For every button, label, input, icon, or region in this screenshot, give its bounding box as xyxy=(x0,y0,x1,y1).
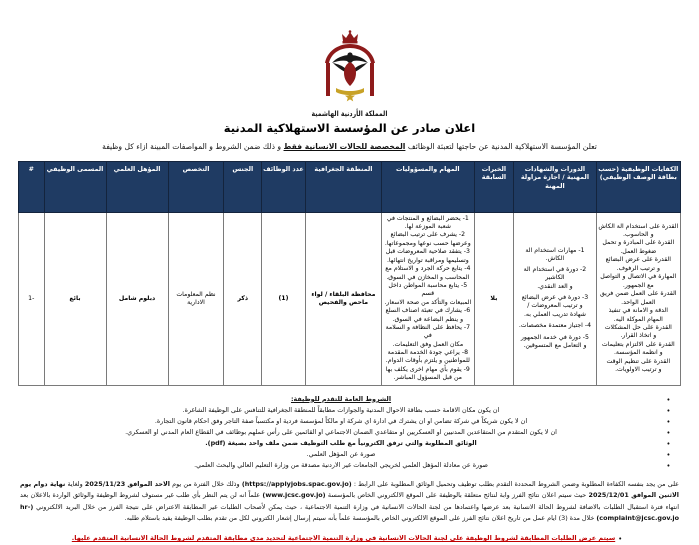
bullet-icon: • xyxy=(666,450,671,459)
cell-competencies xyxy=(596,212,680,385)
bullet-icon: • xyxy=(666,417,671,426)
required-doc-item xyxy=(18,450,673,461)
start-date-label: الاحد الموافق xyxy=(127,480,170,489)
cell-qualification: دبلوم شامل xyxy=(106,212,168,385)
required-doc-text: صورة عن معادلة المؤهل العلمي لخريجي الجامعات غير الاردنية مصدقة من وزارة التعليم العالي والبحث العلمي. xyxy=(194,460,488,469)
intro-text-after: و ذلك ضمن الشروط و المواصفات المبينة ازاء كل وظيفة xyxy=(102,142,282,152)
table-header-row xyxy=(19,161,681,212)
page-title: اعلان صادر عن المؤسسة الاستهلاكية المدنية xyxy=(223,121,476,136)
conditions-section xyxy=(18,395,673,472)
list-line: المهام الموكلة اليه. xyxy=(613,315,663,323)
list-line: و ترتيب المعروضات / xyxy=(527,302,583,310)
condition-item xyxy=(18,406,673,417)
list-line: المحاسب و المخازن في السوق. xyxy=(386,273,470,281)
list-line: 6- يشارك في تعبئة اصناف السلع xyxy=(385,307,471,315)
list-line: 2- دورة في استخدام الة الكاشير xyxy=(523,266,587,282)
list-line: شهادة تدريب العملي به. xyxy=(523,310,586,318)
final-note-text: سيتم عرض الطلبات المطابقة لشروط الوظيفة على لجنة الحالات الانسانية في وزارة التنمية الاجتماعية لتحديد مدى مطابقة المتقدم لشروط الحالة الانسانية المتقدم عليها. xyxy=(71,534,616,543)
bullet-icon: • xyxy=(666,439,671,448)
intro-text-before: تعلن المؤسسة الاستهلاكية المدنية عن حاجتها لتعبئة الوظائف xyxy=(407,142,597,152)
complaint-email-link[interactable]: (hr-complaint@jcsc.gov.jo) xyxy=(20,502,679,522)
condition-item xyxy=(18,417,673,428)
kingdom-name: المملكة الأردنية الهاشمية xyxy=(311,109,388,118)
required-docs-heading-row xyxy=(18,439,673,450)
list-line: 9- يقوم بأي مهام اخرى يكلف بها xyxy=(385,365,470,373)
column-header-experience: الخبرات السابقة xyxy=(474,161,514,212)
condition-text: ان لا يكون شريكاً في شركة تضامن او ان يشترك في ادارة اي شركة او مالكاً لمؤسسة فردية او مكتسباً صفة التاجر وفق احكام قانون التجارة. xyxy=(154,416,528,425)
list-line: القدرة على حل المشكلات xyxy=(604,324,672,331)
list-line: شعبة الموزعة لها. xyxy=(404,222,451,230)
required-doc-text: صورة عن المؤهل العلمي. xyxy=(306,449,376,458)
list-line: 7- يحافظ على النظافة و السلامة في xyxy=(385,324,471,340)
list-line: 5- يتابع محاسبة المواطن داخل قسم xyxy=(388,282,468,298)
table-head xyxy=(19,161,681,212)
cell-job-title: بائع xyxy=(44,212,106,385)
list-line: 3- يتفقد صلاحية المعروضات قبل xyxy=(385,248,470,256)
start-date: 2025/11/23 xyxy=(84,480,126,489)
institution-website-link[interactable]: (www.jcsc.gov.jo) xyxy=(262,491,326,500)
list-line: المبيعات والتأكد من صحة الاسعار. xyxy=(384,298,472,306)
list-line: وتسليمها ومراقبة تواريخ انتهائها. xyxy=(386,256,469,264)
column-header-tasks: المهام والمسؤوليات xyxy=(382,161,475,212)
list-line: ضغوط العمل. xyxy=(620,247,657,255)
column-header-competencies: الكفايات الوظيفية (حسب بطاقة الوصف الوظيفي) xyxy=(596,161,680,212)
column-header-count: عدد الوظائف xyxy=(262,161,306,212)
para-text-2: وذلك خلال الفترة من يوم xyxy=(172,480,240,489)
list-line: 4- اجتياز معتمدة مخصصات. xyxy=(518,322,592,330)
table-body xyxy=(19,212,681,385)
bullet-icon: • xyxy=(666,406,671,415)
list-line: القدرة على تنظيم الوقت xyxy=(606,357,671,365)
list-line: و انظمة المؤسسة. xyxy=(613,349,663,357)
jobs-table xyxy=(18,161,681,386)
conditions-heading-row xyxy=(18,395,673,406)
para-text-6: خلال مدة (3) ايام عمل من تاريخ اعلان نتائج الفرز على الموقع الالكتروني الخاص بالمؤسسة علماً بأنه سيتم إرسال إشعار الكتروني لكل من تقدم بطلب الوظيفة يفيد باستلام طلبه. xyxy=(124,513,595,522)
cell-tasks xyxy=(382,212,475,385)
list-line: و ينظم البضاعة في السوق. xyxy=(392,315,464,323)
bullet-icon: • xyxy=(666,395,671,404)
cell-specialty: نظم المعلومات الادارية xyxy=(168,212,224,385)
list-line: 4- يتابع حركة الجرد و الاستلام مع xyxy=(385,265,471,273)
final-note-row xyxy=(22,534,675,545)
cell-count: (1) xyxy=(262,212,306,385)
list-line: وعرضها حسب نوعها ومجموعاتها. xyxy=(384,239,471,247)
list-line: القدرة على عرض البضائع xyxy=(605,256,671,264)
column-header-gender: الجنس xyxy=(224,161,262,212)
cell-gender: ذكر xyxy=(224,212,262,385)
bullet-icon: • xyxy=(666,428,671,437)
column-header-courses: الدورات والشهادات المهنية / اجازة مزاولة المهنة xyxy=(514,161,596,212)
list-line: و التعامل مع المتسوقين. xyxy=(523,342,587,350)
para-text-5: علماً انه لن يتم النظر بأي طلب غير مستوف لشروط الوظيفة والوثائق الواردة بالاعلان بعد انتهاء فترة استقبال الطلبات بالاضافة لشروط الحالة الانسانية بعد عرضها واعتمادها من لجنة الحالات الانسانية في وزارة التنمية الاجتماعية ، حيث يمكن لأصحاب الطلبات غير المطابقة الاعتراض على نتيجة الفرز من خلال البريد الالكتروني xyxy=(20,491,679,511)
list-line: و العد النقدي. xyxy=(537,282,573,290)
list-line: القدرة على المبادرة و تحمل xyxy=(602,239,675,247)
para-text-3: ولغاية xyxy=(67,480,83,489)
list-line: 8- يراعي جودة الخدمة المقدمة xyxy=(387,348,469,356)
list-line: للمواطنين و يلتزم بأوقات الدوام. xyxy=(385,357,470,365)
conditions-heading: الشروط العامة للتقدم للوظيفة: xyxy=(290,394,392,403)
para-text-1: على من يجد بنفسه الكفاءة المطلوبة وضمن الشروط المحددة التقدم بطلب توظيف وتحميل الوثائق المطلوبة على الرابط : xyxy=(353,480,679,489)
emblem-container xyxy=(0,0,699,106)
bullet-icon: • xyxy=(666,461,671,470)
condition-text: ان يكون مكان الاقامة حسب بطاقة الاحوال المدنية والجوازات مطابقاً للمنطقة الجغرافية للتنافس على الوظيفة الشاغرة. xyxy=(182,405,500,414)
end-date-label: نهاية دوام يوم الاثنين الموافق xyxy=(20,480,679,500)
jordan-coat-of-arms-icon xyxy=(319,30,381,106)
bullet-icon: • xyxy=(618,535,623,544)
list-line: 1- مهارات استخدام الة الكاش. xyxy=(525,246,585,262)
list-line: القدرة على استخدام الة الكاش xyxy=(598,222,679,230)
list-line: 3- دورة في عرض البضائع xyxy=(521,294,589,302)
list-line: القدرة على الالتزام بتعليمات xyxy=(601,340,675,348)
required-doc-item xyxy=(18,461,673,472)
apply-portal-link[interactable]: (https://applyjobs.spac.gov.jo) xyxy=(241,480,352,489)
list-line: العمل الواحد. xyxy=(621,298,656,306)
table-row xyxy=(19,212,681,385)
list-line: مكان العمل وفق التعليمات. xyxy=(392,340,464,348)
list-line: المهارة في الاتصال و التواصل xyxy=(600,273,677,281)
cell-experience: بلا xyxy=(474,212,514,385)
column-header-qualification: المؤهل العلمي xyxy=(106,161,168,212)
list-line: مع الجمهور. xyxy=(622,281,654,289)
condition-item xyxy=(18,428,673,439)
column-header-specialty: التخصص xyxy=(168,161,224,212)
list-line: و ترتيب الرفوف. xyxy=(616,264,660,272)
list-line: 1- يحضر البضائع و المنتجات في xyxy=(386,214,469,222)
end-date: 2025/12/01 xyxy=(588,491,629,500)
application-instructions-paragraph xyxy=(20,479,679,524)
list-line: و اتخاذ القرار. xyxy=(620,332,657,340)
jobs-table-container xyxy=(18,161,681,386)
column-header-number: # xyxy=(19,161,45,212)
list-line: من قبل المسؤول المباشر. xyxy=(393,374,462,382)
list-line: و ترتيب الاولويات. xyxy=(615,366,662,374)
list-line: و الحاسوب. xyxy=(622,231,654,239)
list-line: القدرة على العمل ضمن فريق xyxy=(599,290,677,298)
cell-number: -1 xyxy=(19,212,45,385)
cell-courses xyxy=(514,212,596,385)
list-line: 5- دورة في خدمة الجمهور xyxy=(520,333,589,341)
list-line: 2- يشرف على ترتيب البضائع xyxy=(390,231,466,239)
required-docs-heading: الوثائق المطلوبة والتي ترفق الكترونياً مع طلب التوظيف ضمن ملف واحد بصيغة (pdf). xyxy=(205,438,477,447)
column-header-job-title: المسمى الوظيفي xyxy=(44,161,106,212)
condition-text: ان لا يكون المتقدم من المتقاعدين المدنيين او العسكريين او متقاعدي الضمان الاجتماعي او القائمين على رأس عملهم بوظائف في القطاع العام المدني او العسكري. xyxy=(125,427,557,436)
para-text-4: حيث سيتم اعلان نتائج الفرز وابة لنتائج متعلقة بالوظيفة على الموقع الالكتروني الخاص بالمؤسسة xyxy=(327,491,587,500)
list-line: الدقة و الامانة في تنفيذ xyxy=(608,307,669,315)
column-header-geographic: المنطقة الجغرافية xyxy=(305,161,381,212)
intro-highlight: المخصصة للحالات الانسانية فقط xyxy=(283,142,406,152)
cell-geographic-area: محافظة البلقاء / لواء ماحص والفحيص xyxy=(305,212,381,385)
intro-paragraph xyxy=(0,142,699,152)
